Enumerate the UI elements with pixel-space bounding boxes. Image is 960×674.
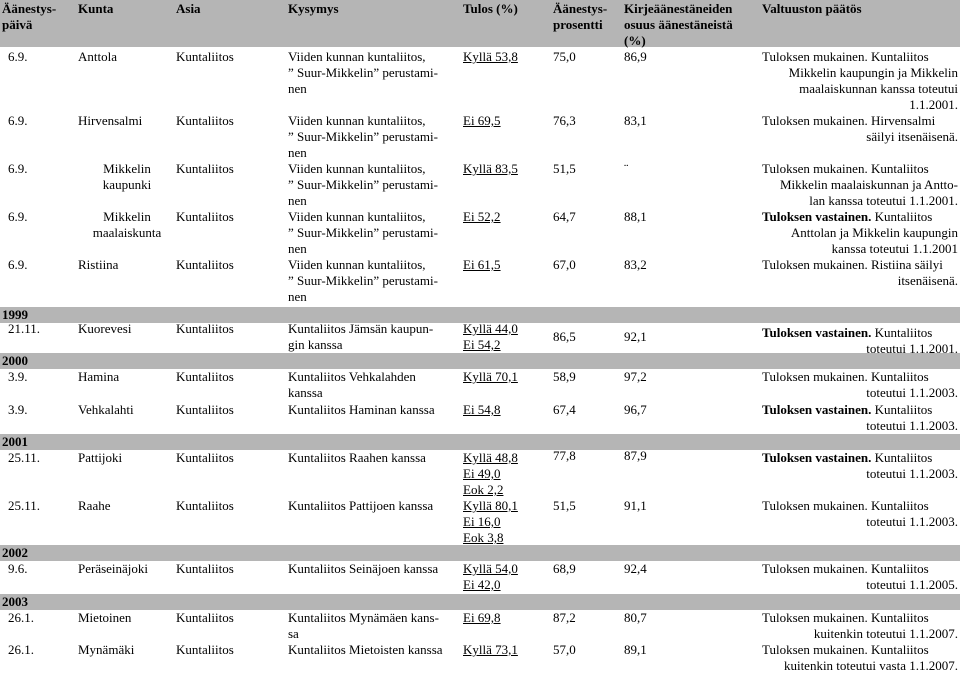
row-asia: Kuntaliitos	[176, 161, 234, 176]
row-kysymys: Kuntaliitos Seinäjoen kanssa	[288, 561, 439, 576]
row-kunta: Hirvensalmi	[78, 113, 143, 128]
row-date: 6.9.	[8, 161, 28, 176]
row-paatos-text: Kuntaliitos	[871, 450, 933, 465]
row-paatos	[762, 498, 958, 530]
row-paatos-line	[762, 498, 958, 514]
row-aanestysprosentti: 75,0	[553, 49, 576, 64]
row-asia: Kuntaliitos	[176, 257, 234, 272]
row-paatos-line: lan kanssa toteutui 1.1.2001.	[809, 193, 958, 208]
row-paatos-line	[762, 161, 958, 177]
row-asia: Kuntaliitos	[176, 498, 234, 513]
header-asia: Asia	[176, 1, 201, 16]
row-kysymys: Kuntaliitos Mietoisten kanssa	[288, 642, 443, 657]
row-paatos-line	[762, 369, 958, 385]
header-paatos: Valtuuston päätös	[762, 1, 862, 16]
row-kysymys: nen	[288, 289, 307, 304]
row-date: 25.11.	[8, 498, 41, 513]
year-label: 2002	[2, 545, 28, 560]
row-paatos-line	[762, 642, 958, 658]
row-paatos-line	[762, 49, 958, 65]
row-aanestysprosentti: 76,3	[553, 113, 576, 128]
row-asia: Kuntaliitos	[176, 450, 234, 465]
row-paatos-line	[762, 610, 958, 626]
row-kysymys: sa	[288, 626, 299, 641]
row-kirjeaanestaneet: 96,7	[624, 402, 647, 417]
row-tulos: Ei 69,8	[463, 610, 501, 625]
row-kunta: Vehkalahti	[78, 402, 134, 417]
header-kysymys: Kysymys	[288, 1, 339, 16]
row-tulos: Ei 69,5	[463, 113, 501, 128]
row-paatos-line: Anttolan ja Mikkelin kaupungin	[790, 225, 958, 240]
row-tulos: Kyllä 54,0	[463, 561, 518, 576]
year-bar	[0, 545, 960, 561]
row-paatos-line: toteutui 1.1.2003.	[866, 418, 958, 433]
row-paatos-verdict: Tuloksen vastainen.	[762, 209, 872, 224]
row-date: 6.9.	[8, 113, 28, 128]
header-aanestysprosentti: Äänestys-	[553, 1, 608, 16]
row-kunta: Peräseinäjoki	[78, 561, 149, 576]
row-kysymys: ” Suur-Mikkelin” perustami-	[288, 65, 438, 80]
row-paatos	[762, 610, 958, 642]
row-paatos-line: säilyi itsenäisenä.	[866, 129, 958, 144]
row-tulos: Kyllä 48,8	[463, 450, 518, 465]
row-kirjeaanestaneet: 83,2	[624, 257, 647, 272]
row-aanestysprosentti: 58,9	[553, 369, 576, 384]
row-kysymys: Kuntaliitos Pattijoen kanssa	[288, 498, 434, 513]
row-date: 3.9.	[8, 402, 28, 417]
row-paatos	[762, 450, 958, 482]
row-kysymys: ” Suur-Mikkelin” perustami-	[288, 129, 438, 144]
year-label: 2003	[2, 594, 28, 609]
row-date: 6.9.	[8, 49, 28, 64]
row-kysymys: Viiden kunnan kuntaliitos,	[288, 161, 426, 176]
row-paatos	[762, 161, 958, 209]
row-kunta: Ristiina	[78, 257, 119, 272]
row-kirjeaanestaneet: ¨	[624, 161, 629, 176]
row-tulos: Ei 52,2	[463, 209, 501, 224]
row-paatos-line: kuitenkin toteutui vasta 1.1.2007.	[783, 658, 958, 673]
row-asia: Kuntaliitos	[176, 642, 234, 657]
row-paatos	[762, 642, 958, 674]
row-tulos: Kyllä 80,1	[463, 498, 518, 513]
row-kirjeaanestaneet: 89,1	[624, 642, 647, 657]
row-date: 25.11.	[8, 450, 41, 465]
row-asia: Kuntaliitos	[176, 209, 234, 224]
row-tulos: Kyllä 73,1	[463, 642, 518, 657]
row-tulos: Ei 61,5	[463, 257, 501, 272]
row-tulos: Ei 49,0	[463, 466, 501, 481]
row-paatos	[762, 561, 958, 593]
row-kysymys: ” Suur-Mikkelin” perustami-	[288, 273, 438, 288]
row-kunta: Raahe	[78, 498, 111, 513]
row-asia: Kuntaliitos	[176, 610, 234, 625]
row-kirjeaanestaneet: 87,9	[624, 448, 647, 463]
row-kirjeaanestaneet: 97,2	[624, 369, 647, 384]
row-date: 26.1.	[8, 642, 34, 657]
row-kysymys: Kuntaliitos Vehkalahden	[288, 369, 416, 384]
row-paatos-line	[762, 257, 958, 273]
row-kysymys: Viiden kunnan kuntaliitos,	[288, 49, 426, 64]
row-paatos-verdict: Tuloksen vastainen.	[762, 450, 872, 465]
row-paatos	[762, 257, 958, 289]
row-aanestysprosentti: 68,9	[553, 561, 576, 576]
row-tulos: Ei 54,2	[463, 337, 501, 352]
header-kirjeaanestaneet: Kirjeäänestäneiden	[624, 1, 733, 16]
row-aanestysprosentti: 67,4	[553, 402, 576, 417]
row-kysymys: nen	[288, 193, 307, 208]
row-paatos-verdict: Tuloksen vastainen.	[762, 402, 872, 417]
row-paatos-text: Kuntaliitos	[871, 209, 933, 224]
row-kunta: maalaiskunta	[92, 225, 162, 240]
row-aanestysprosentti: 67,0	[553, 257, 576, 272]
row-aanestysprosentti: 86,5	[553, 329, 576, 344]
row-kysymys: nen	[288, 81, 307, 96]
row-kirjeaanestaneet: 83,1	[624, 113, 647, 128]
row-kysymys: Kuntaliitos Mynämäen kans-	[288, 610, 439, 625]
row-paatos-line: toteutui 1.1.2003.	[866, 385, 958, 400]
row-aanestysprosentti: 64,7	[553, 209, 576, 224]
row-paatos-text: Kuntaliitos	[871, 402, 933, 417]
row-kysymys: nen	[288, 145, 307, 160]
year-bar	[0, 434, 960, 450]
row-paatos-line: kuitenkin toteutui 1.1.2007.	[813, 626, 958, 641]
row-kunta: Hamina	[78, 369, 120, 384]
row-paatos-line: 1.1.2001.	[909, 97, 958, 112]
header-kunta: Kunta	[78, 1, 114, 16]
row-kunta: Mynämäki	[78, 642, 135, 657]
row-paatos-line	[762, 113, 958, 129]
header-aanestysprosentti: prosentti	[553, 17, 603, 32]
row-kunta: Mikkelin	[103, 209, 151, 224]
row-paatos	[762, 402, 958, 434]
row-kysymys: Viiden kunnan kuntaliitos,	[288, 113, 426, 128]
row-asia: Kuntaliitos	[176, 369, 234, 384]
row-paatos-line	[762, 402, 958, 418]
row-kysymys: Viiden kunnan kuntaliitos,	[288, 257, 426, 272]
row-kunta: Mietoinen	[78, 610, 132, 625]
row-kysymys: gin kanssa	[288, 337, 343, 352]
row-paatos-line: toteutui 1.1.2001.	[866, 341, 958, 356]
row-tulos: Kyllä 83,5	[463, 161, 518, 176]
row-paatos	[762, 113, 958, 145]
row-paatos	[762, 209, 958, 257]
row-kunta: Mikkelin	[103, 161, 151, 176]
row-paatos	[762, 369, 958, 401]
row-kunta: Anttola	[78, 49, 117, 64]
row-kunta: Pattijoki	[78, 450, 123, 465]
row-paatos-line: kanssa toteutui 1.1.2001	[831, 241, 958, 256]
row-tulos: Eok 3,8	[463, 530, 504, 545]
header-kirjeaanestaneet: (%)	[624, 33, 646, 48]
row-paatos-line: Mikkelin kaupungin ja Mikkelin	[788, 65, 958, 80]
row-paatos-line	[762, 561, 958, 577]
row-kysymys: Kuntaliitos Haminan kanssa	[288, 402, 435, 417]
row-paatos-text: Tuloksen mukainen. Kuntaliitos	[762, 642, 929, 657]
row-kirjeaanestaneet: 92,4	[624, 561, 647, 576]
year-bar	[0, 594, 960, 610]
row-kysymys: Kuntaliitos Jämsän kaupun-	[288, 321, 434, 336]
year-label: 2001	[2, 434, 28, 449]
row-paatos-text: Tuloksen mukainen. Kuntaliitos	[762, 498, 929, 513]
row-date: 9.6.	[8, 561, 28, 576]
row-paatos-line: toteutui 1.1.2005.	[866, 577, 958, 592]
row-paatos-line	[762, 325, 958, 341]
row-tulos: Ei 16,0	[463, 514, 501, 529]
year-label: 2000	[2, 353, 28, 368]
row-kysymys: ” Suur-Mikkelin” perustami-	[288, 177, 438, 192]
header-tulos: Tulos (%)	[463, 1, 518, 16]
row-kirjeaanestaneet: 88,1	[624, 209, 647, 224]
row-paatos-line: toteutui 1.1.2003.	[866, 514, 958, 529]
row-kirjeaanestaneet: 91,1	[624, 498, 647, 513]
row-kirjeaanestaneet: 80,7	[624, 610, 647, 625]
row-paatos-line	[762, 209, 958, 225]
row-paatos-text: Tuloksen mukainen. Kuntaliitos	[762, 610, 929, 625]
row-kysymys: Viiden kunnan kuntaliitos,	[288, 209, 426, 224]
row-kunta: Kuorevesi	[78, 321, 132, 336]
row-paatos	[762, 325, 958, 357]
row-kunta: kaupunki	[102, 177, 152, 192]
row-asia: Kuntaliitos	[176, 49, 234, 64]
year-label: 1999	[2, 307, 28, 322]
row-tulos: Ei 42,0	[463, 577, 501, 592]
row-paatos-line: Mikkelin maalaiskunnan ja Antto-	[780, 177, 958, 192]
row-asia: Kuntaliitos	[176, 402, 234, 417]
row-paatos-text: Tuloksen mukainen. Ristiina säilyi	[762, 257, 943, 272]
row-paatos-text: Tuloksen mukainen. Kuntaliitos	[762, 561, 929, 576]
row-tulos: Kyllä 70,1	[463, 369, 518, 384]
row-date: 21.11.	[8, 321, 41, 336]
row-asia: Kuntaliitos	[176, 561, 234, 576]
row-paatos-line	[762, 450, 958, 466]
row-kysymys: ” Suur-Mikkelin” perustami-	[288, 225, 438, 240]
row-kysymys: Kuntaliitos Raahen kanssa	[288, 450, 426, 465]
row-paatos-text: Tuloksen mukainen. Kuntaliitos	[762, 49, 929, 64]
row-kirjeaanestaneet: 86,9	[624, 49, 647, 64]
row-paatos-verdict: Tuloksen vastainen.	[762, 325, 872, 340]
row-paatos-text: Tuloksen mukainen. Hirvensalmi	[762, 113, 936, 128]
row-kysymys: kanssa	[288, 385, 323, 400]
row-asia: Kuntaliitos	[176, 321, 234, 336]
row-date: 6.9.	[8, 257, 28, 272]
row-paatos-text: Tuloksen mukainen. Kuntaliitos	[762, 369, 929, 384]
row-kirjeaanestaneet: 92,1	[624, 329, 647, 344]
row-date: 3.9.	[8, 369, 28, 384]
row-aanestysprosentti: 87,2	[553, 610, 576, 625]
row-paatos-line: itsenäisenä.	[897, 273, 958, 288]
row-paatos-line: toteutui 1.1.2003.	[866, 466, 958, 481]
row-tulos: Kyllä 53,8	[463, 49, 518, 64]
row-date: 6.9.	[8, 209, 28, 224]
row-tulos: Kyllä 44,0	[463, 321, 518, 336]
row-aanestysprosentti: 51,5	[553, 498, 576, 513]
row-tulos: Eok 2,2	[463, 482, 504, 497]
row-aanestysprosentti: 51,5	[553, 161, 576, 176]
row-asia: Kuntaliitos	[176, 113, 234, 128]
row-date: 26.1.	[8, 610, 34, 625]
row-tulos: Ei 54,8	[463, 402, 501, 417]
row-paatos-line: maalaiskunnan kanssa toteutui	[799, 81, 958, 96]
row-aanestysprosentti: 77,8	[553, 448, 576, 463]
row-kysymys: nen	[288, 241, 307, 256]
row-paatos	[762, 49, 958, 113]
row-paatos-text: Kuntaliitos	[871, 325, 933, 340]
header-date: päivä	[2, 17, 33, 32]
header-date: Äänestys-	[2, 1, 57, 16]
row-aanestysprosentti: 57,0	[553, 642, 576, 657]
header-kirjeaanestaneet: osuus äänestäneistä	[624, 17, 733, 32]
row-paatos-text: Tuloksen mukainen. Kuntaliitos	[762, 161, 929, 176]
